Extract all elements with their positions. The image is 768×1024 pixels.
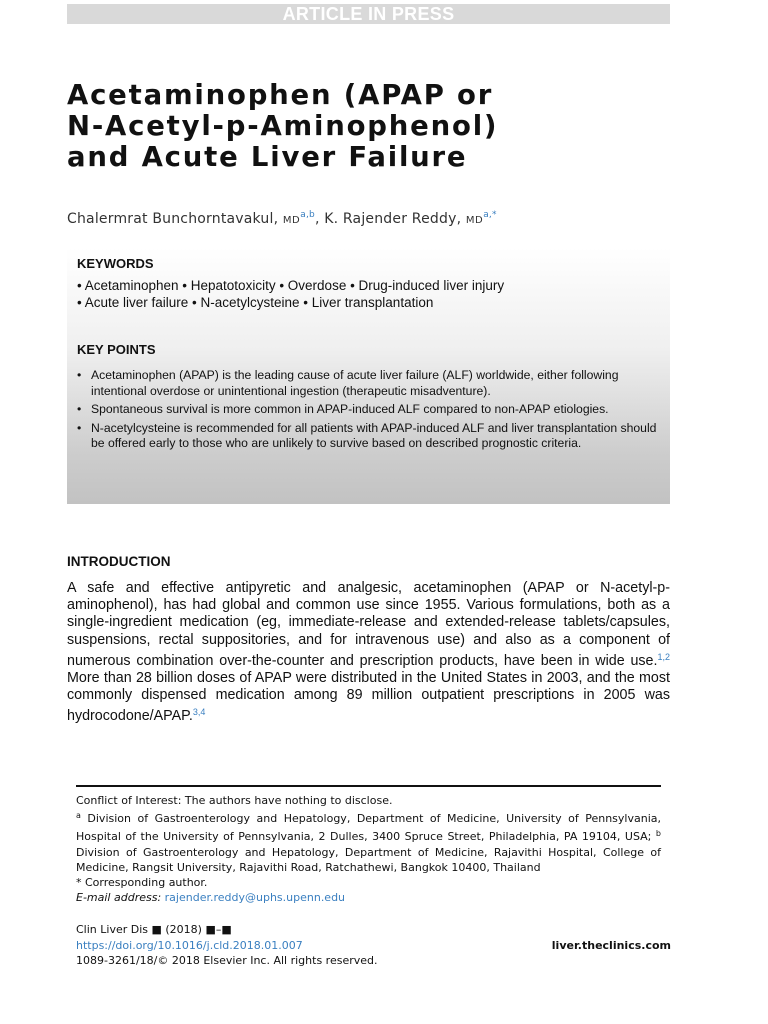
affiliation-text: Division of Gastroenterology and Hepatology, Department of Medicine, University of Pennsylvania, Hospital of the University of Pennsylvania, 2 Dulles, 3400 Spruce Street, Philadelphia, PA 19104, USA; xyxy=(76,812,661,844)
journal-website[interactable]: liver.theclinics.com xyxy=(551,938,671,952)
key-point-item: • N-acetylcysteine is recommended for all patients with APAP-induced ALF and liver transplantation should be offered early to those who are unlikely to survive based on described prognostic criteria. xyxy=(77,421,662,452)
email-line xyxy=(76,890,661,905)
key-points-list xyxy=(77,368,662,455)
introduction-heading: INTRODUCTION xyxy=(67,554,171,569)
citation-block xyxy=(76,922,671,969)
email-link[interactable]: rajender.reddy@uphs.upenn.edu xyxy=(164,891,346,905)
journal-citation: Clin Liver Dis ■ (2018) ■–■ xyxy=(76,923,232,936)
conflict-of-interest: Conflict of Interest: The authors have nothing to disclose. xyxy=(76,794,393,807)
author-degree: MD xyxy=(282,215,301,226)
intro-text: A safe and effective antipyretic and analgesic, acetaminophen (APAP or N-acetyl-p-aminophenol), has had global and common use since 1955. Various formulations, both as a single-ingredient medication (eg, immediate-release and extended-release tablets/capsules, suspensions, rectal suppositories, and for intravenous use) and also as a component of numerous combination over-the-counter and prescription products, have been in wide use. xyxy=(67,580,670,669)
title-line: and Acute Liver Failure xyxy=(67,141,468,173)
introduction-paragraph xyxy=(67,580,670,726)
affiliation-mark: b xyxy=(655,829,661,839)
author-name: , K. Rajender Reddy, xyxy=(314,211,466,227)
keywords-line: • Acetaminophen • Hepatotoxicity • Overdose • Drug-induced liver injury xyxy=(77,278,505,293)
author-list xyxy=(67,205,687,231)
title-line: Acetaminophen (APAP or xyxy=(67,79,494,111)
article-in-press-banner: ARTICLE IN PRESS xyxy=(67,4,670,24)
doi-link[interactable]: https://doi.org/10.1016/j.cld.2018.01.007 xyxy=(76,938,303,952)
author-name: Chalermrat Bunchorntavakul, xyxy=(67,211,283,227)
affiliations xyxy=(76,808,661,875)
title-line: N-Acetyl-p-Aminophenol) xyxy=(67,110,499,142)
key-point-item: • Spontaneous survival is more common in APAP-induced ALF compared to non-APAP etiologies. xyxy=(77,402,662,418)
reference-link[interactable]: 1,2 xyxy=(657,651,670,662)
email-label: E-mail address: xyxy=(76,891,162,905)
affiliation-mark: a xyxy=(76,811,81,821)
affiliation-marker[interactable]: a,b xyxy=(300,210,315,220)
key-point-item: • Acetaminophen (APAP) is the leading cause of acute liver failure (ALF) worldwide, either following intentional overdose or unintentional ingestion (therapeutic misadventure). xyxy=(77,368,662,399)
footnote-divider xyxy=(76,785,661,787)
keywords-line: • Acute liver failure • N-acetylcysteine • Liver transplantation xyxy=(77,295,434,310)
key-points-heading: KEY POINTS xyxy=(77,342,156,357)
corresponding-author: * Corresponding author. xyxy=(76,876,208,890)
keywords-keypoints-box xyxy=(67,248,670,504)
intro-text: More than 28 billion doses of APAP were distributed in the United States in 2003, and the most commonly dispensed medication among 89 million outpatient prescriptions in 2005 was hydrocodone/APAP. xyxy=(67,670,670,725)
affiliation-marker[interactable]: a,* xyxy=(483,210,497,220)
affiliation-text: Division of Gastroenterology and Hepatology, Department of Medicine, Rajavithi Hospital, College of Medicine, Rangsit University, Rajavithi Road, Ratchathewi, Bangkok 10400, Thailand xyxy=(76,845,661,874)
footnotes xyxy=(76,793,661,905)
keywords-heading: KEYWORDS xyxy=(77,256,154,271)
reference-link[interactable]: 3,4 xyxy=(192,707,206,718)
article-title xyxy=(67,80,687,173)
author-degree: MD xyxy=(465,215,484,226)
copyright: 1089-3261/18/© 2018 Elsevier Inc. All rights reserved. xyxy=(76,954,378,968)
